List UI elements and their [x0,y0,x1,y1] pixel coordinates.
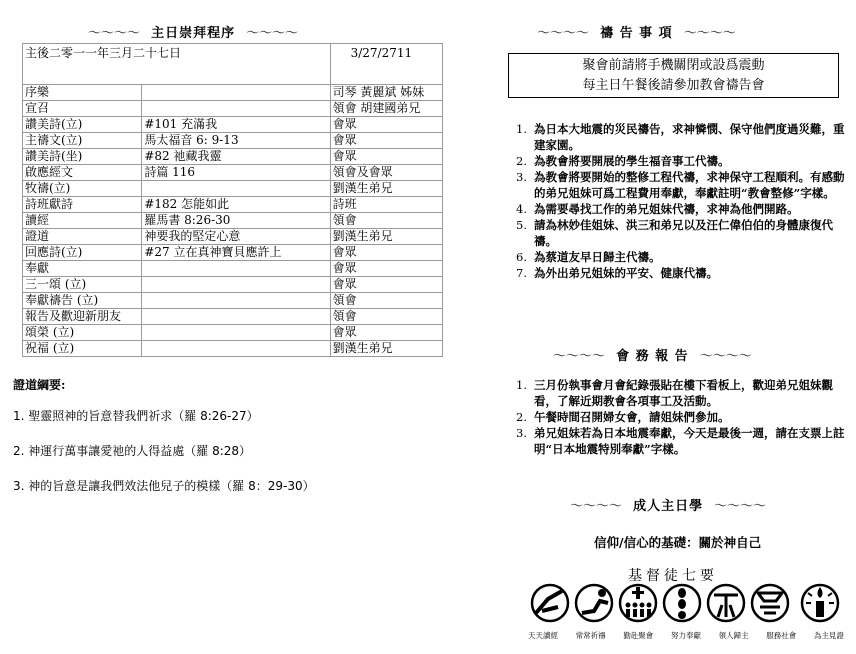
affairs-title: 會 務 報 告 [616,349,689,364]
notice-line-2: 每主日午餐後請參加教會禱告會 [582,78,765,93]
row-detail: 神要我的堅定心意 [142,229,330,245]
date-cell: 主後二零一一年三月二十七日 [23,44,331,85]
prayer-item-text: 為教會將要開始的整修工程代禱，求神保守工程順利。有感動的弟兄姐妹可爲工程費用奉獻，奉獻註明“教會整修”字樣。 [534,170,845,200]
row-item: 宣召 [23,101,142,117]
affairs-item-text: 午餐時間召開婦女會，請姐妹們參加。 [534,410,730,424]
row-person: 領會及會眾 [330,165,442,181]
row-person: 領會 [330,293,442,309]
affairs-item-text: 弟兄姐妹若為日本地震奉獻，今天是最後一週，請在支票上註明“日本地震特別奉獻”字樣。 [534,426,845,456]
service-icon [752,585,788,621]
decor-left: ～～～～ [553,349,606,364]
affairs-item-number: 2. [516,410,527,424]
row-person: 會眾 [330,133,442,149]
row-item: 讀經 [23,213,142,229]
list-item [510,377,850,409]
table-row [23,341,443,357]
prayer-item-number: 2. [516,154,527,168]
table-row [23,149,443,165]
prayer-item-number: 7. [516,266,527,280]
table-row [23,117,443,133]
caption-evangelism: 領人歸主 [718,631,749,640]
row-item: 奉獻 [23,261,142,277]
row-person: 會眾 [330,325,442,341]
caption-fellowship: 勤赴聚會 [623,631,654,640]
table-row [23,101,443,117]
date-short-cell: 3/27/2711 [330,44,442,85]
outline-point-2: 2. 神運行萬事讓愛祂的人得益處（羅 8:28） [13,444,252,458]
row-item: 主禱文(立) [23,133,142,149]
row-person: 劉漢生弟兄 [330,181,442,197]
decor-left: ～～～～ [570,499,623,514]
list-item [510,265,850,281]
row-detail [142,341,330,357]
notice-line-1: 聚會前請將手機關閉或設爲震動 [582,58,765,73]
row-person: 領會 胡建國弟兄 [330,101,442,117]
prayer-item-number: 5. [516,218,527,232]
row-item: 三一頌 (立) [23,277,142,293]
row-person: 司琴 黃麗斌 姊妹 [330,85,442,101]
row-detail: #27 立在真神寶貝應許上 [142,245,330,261]
row-detail [142,309,330,325]
prayer-list [510,121,850,281]
row-person: 會眾 [330,277,442,293]
prayer-item-number: 3. [516,170,527,184]
service-order-title: 主日崇拜程序 [151,26,236,41]
outline-point-1: 1. 聖靈照神的旨意替我們祈求（羅 8:26-27） [13,409,259,423]
table-row [23,229,443,245]
prayer-heading [537,22,736,41]
row-detail [142,101,330,117]
service-order-heading [88,22,298,41]
decor-right: ～～～～ [699,349,752,364]
row-detail [142,181,330,197]
caption-prayer: 常常祈禱 [575,631,606,640]
row-item: 詩班獻詩 [23,197,142,213]
table-row [23,213,443,229]
caption-offering: 努力奉獻 [670,631,701,640]
row-person: 會眾 [330,149,442,165]
caption-bible-reading: 天天讀經 [528,631,558,640]
outline-point-3: 3. 神的旨意是讓我們效法他兒子的模樣（羅 8：29-30） [13,479,315,493]
row-person: 會眾 [330,117,442,133]
prayer-title: 禱 告 事 項 [600,26,673,41]
seven-essentials-logo [528,583,844,623]
row-detail: 羅馬書 8:26-30 [142,213,330,229]
offering-icon [664,585,700,621]
row-person: 會眾 [330,245,442,261]
prayer-item-text: 為外出弟兄姐妹的平安、健康代禱。 [534,266,718,280]
list-item [510,121,850,153]
decor-left: ～～～～ [537,26,590,41]
affairs-list [510,377,850,457]
table-row [23,293,443,309]
affairs-item-number: 1. [516,378,527,392]
fellowship-icon [620,585,656,621]
seven-essentials-title: 基督徒七要 [628,568,718,584]
table-row [23,165,443,181]
table-row [23,325,443,341]
decor-right: ～～～～ [714,499,767,514]
list-item [510,409,850,425]
prayer-item-number: 4. [516,202,527,216]
row-item: 牧禱(立) [23,181,142,197]
prayer-item-number: 1. [516,122,527,136]
witness-icon [802,585,838,621]
prayer-icon [576,585,612,621]
affairs-item-number: 3. [516,426,527,440]
date-row [23,44,443,85]
row-item: 序樂 [23,85,142,101]
row-detail: 詩篇 116 [142,165,330,181]
table-row [23,133,443,149]
row-person: 劉漢生弟兄 [330,341,442,357]
school-heading [570,495,766,514]
decor-right: ～～～～ [683,26,736,41]
row-detail [142,85,330,101]
school-topic: 信仰/信心的基礎：關於神自己 [594,535,762,550]
table-row [23,197,443,213]
list-item [510,201,850,217]
decor-left: ～～～～ [88,26,141,41]
list-item [510,153,850,169]
seven-essentials-captions [528,630,844,641]
row-detail: #82 祂藏我靈 [142,149,330,165]
row-item: 報告及歡迎新朋友 [23,309,142,325]
row-detail [142,293,330,309]
table-row [23,309,443,325]
row-detail: 馬太福音 6: 9-13 [142,133,330,149]
caption-service: 服務社會 [766,631,797,640]
evangelism-icon [708,585,744,621]
service-order-table [22,43,443,357]
notice-box [508,53,839,98]
row-item: 證道 [23,229,142,245]
affairs-item-text: 三月份執事會月會紀錄張貼在樓下看板上，歡迎弟兄姐妹觀看，了解近期教會各項事工及活動。 [534,378,833,408]
row-item: 頌榮 (立) [23,325,142,341]
table-row [23,181,443,197]
row-person: 領會 [330,309,442,325]
row-detail: #101 充滿我 [142,117,330,133]
affairs-heading [553,345,752,364]
prayer-item-text: 為需要尋找工作的弟兄姐妹代禱，求神為他們開路。 [534,202,799,216]
prayer-item-text: 請為林妙佳姐妹、洪三和弟兄以及汪仁偉伯伯的身體康復代禱。 [534,218,833,248]
prayer-item-number: 6. [516,250,527,264]
row-detail [142,277,330,293]
row-person: 領會 [330,213,442,229]
row-detail [142,261,330,277]
row-item: 讚美詩(坐) [23,149,142,165]
table-row [23,85,443,101]
row-item: 回應詩(立) [23,245,142,261]
row-detail: #182 怎能如此 [142,197,330,213]
prayer-item-text: 為教會將要開展的學生福音事工代禱。 [534,154,730,168]
row-item: 讚美詩(立) [23,117,142,133]
prayer-item-text: 為日本大地震的災民禱告，求神憐憫、保守他們度過災難，重建家園。 [534,122,845,152]
row-detail [142,325,330,341]
list-item [510,217,850,249]
bible-reading-icon [532,585,568,621]
decor-right: ～～～～ [246,26,299,41]
row-person: 詩班 [330,197,442,213]
table-row [23,277,443,293]
list-item [510,169,850,201]
table-row [23,245,443,261]
row-person: 劉漢生弟兄 [330,229,442,245]
prayer-item-text: 為蔡道友早日歸主代禱。 [534,250,661,264]
caption-witness: 為主見證 [813,631,844,640]
outline-title: 證道綱要: [13,378,66,392]
school-title: 成人主日學 [633,499,704,514]
row-item: 祝福 (立) [23,341,142,357]
row-item: 啟應經文 [23,165,142,181]
list-item [510,249,850,265]
table-row [23,261,443,277]
list-item [510,425,850,457]
row-item: 奉獻禱告 (立) [23,293,142,309]
row-person: 會眾 [330,261,442,277]
